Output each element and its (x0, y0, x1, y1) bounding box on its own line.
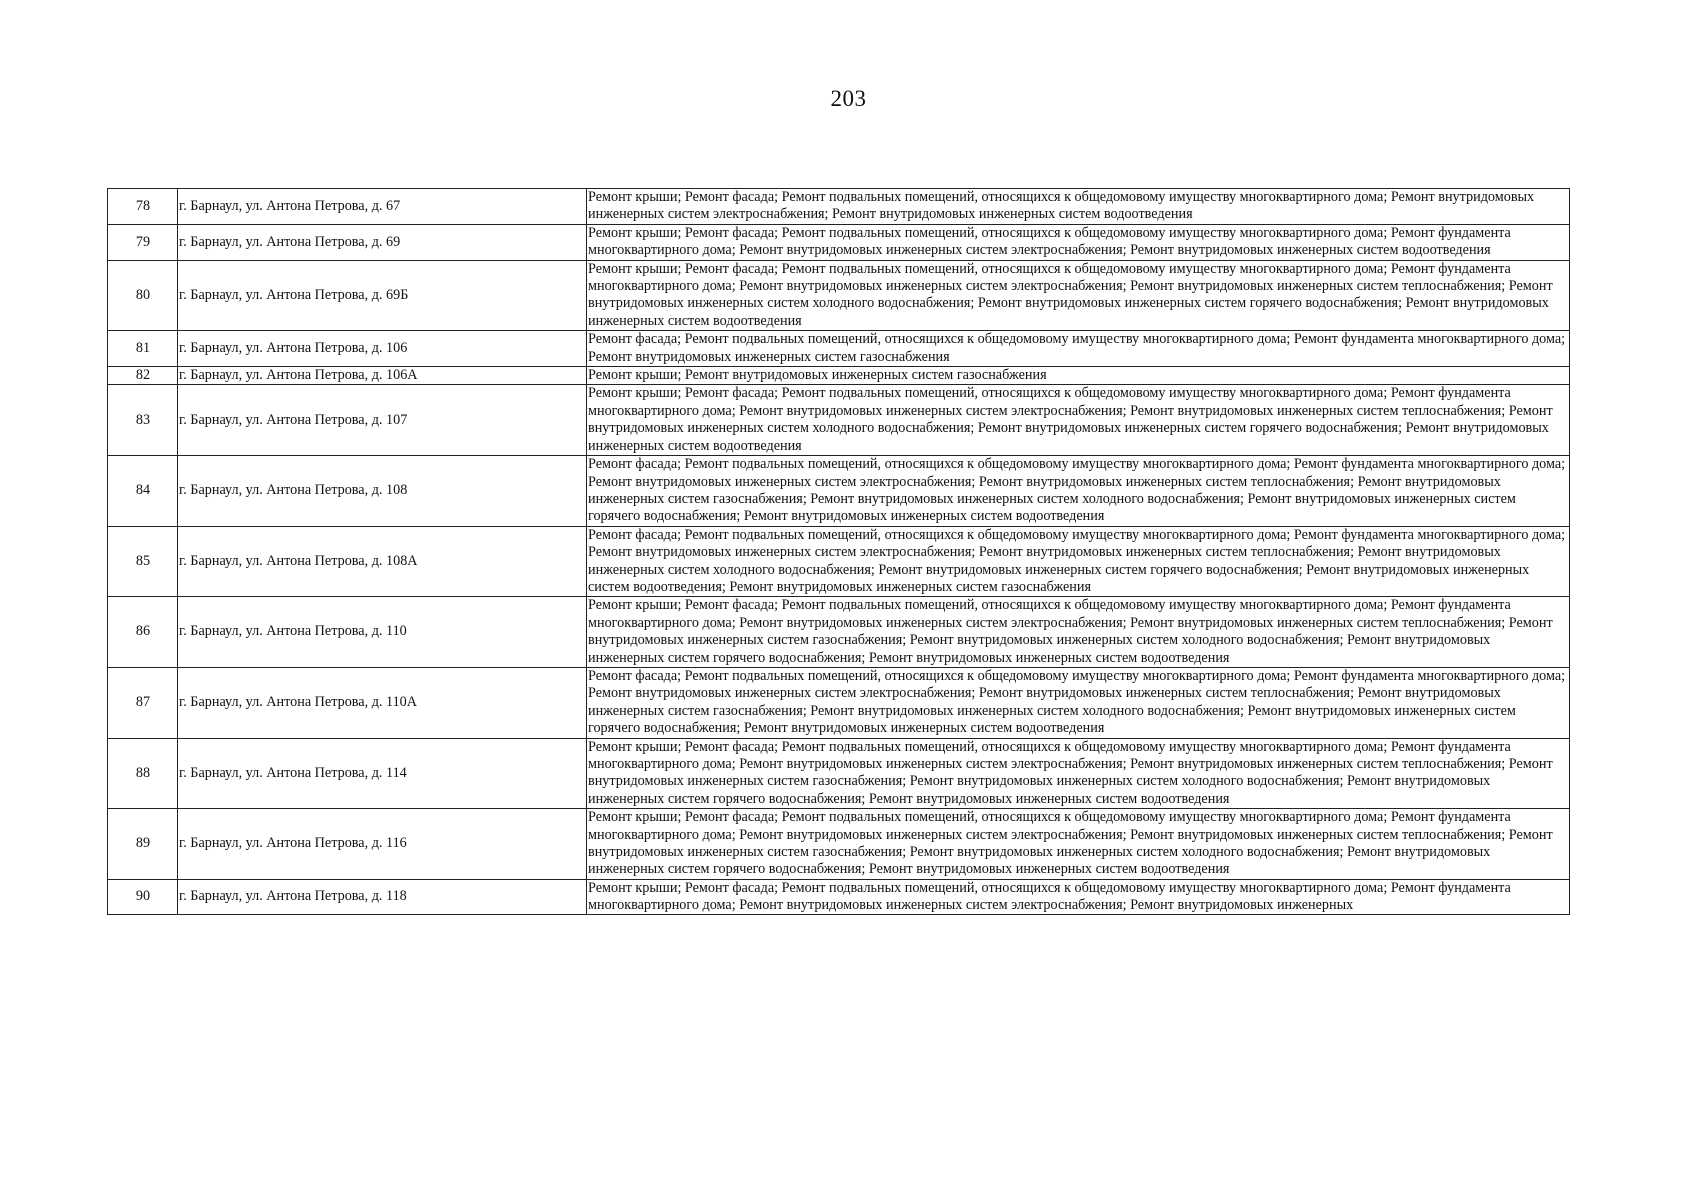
table-row (108, 367, 1570, 385)
repair-works-table (107, 188, 1570, 915)
row-number: 90 (108, 879, 178, 914)
row-works-text: Ремонт крыши; Ремонт фасада; Ремонт подвальных помещений, относящихся к общедомовому имуществу многоквартирного дома; Ремонт фундамента многоквартирного дома; Ремонт внутридомовых инженерных систем электроснабжения; Ремонт внутридомовых инженерных систем водоотведения (588, 224, 1511, 259)
row-works (587, 879, 1570, 914)
table-row (108, 331, 1570, 367)
row-works-text: Ремонт крыши; Ремонт фасада; Ремонт подвальных помещений, относящихся к общедомовому имуществу многоквартирного дома; Ремонт фундамента многоквартирного дома; Ремонт внутридомовых инженерных систем электроснабжения; Ремонт внутридомовых инженерных систем теплоснабжения; Ремонт внутридомовых инженерных систем газоснабжения; Ремонт внутридомовых инженерных систем холодного водоснабжения; Ремонт внутридомовых инженерных систем горячего водоснабжения; Ремонт внутридомовых инженерных систем водоотведения (588, 597, 1553, 666)
table-row (108, 738, 1570, 809)
row-works-text: Ремонт крыши; Ремонт фасада; Ремонт подвальных помещений, относящихся к общедомовому имуществу многоквартирного дома; Ремонт фундамента многоквартирного дома; Ремонт внутридомовых инженерных систем электроснабжения; Ремонт внутридомовых инженерных систем теплоснабжения; Ремонт внутридомовых инженерных систем газоснабжения; Ремонт внутридомовых инженерных систем холодного водоснабжения; Ремонт внутридомовых инженерных систем горячего водоснабжения; Ремонт внутридомовых инженерных систем водоотведения (588, 738, 1553, 807)
row-number: 87 (108, 667, 178, 738)
table-row (108, 597, 1570, 668)
row-works (587, 738, 1570, 809)
table-row (108, 667, 1570, 738)
row-number: 83 (108, 385, 178, 456)
table-row (108, 189, 1570, 225)
row-works-text: Ремонт фасада; Ремонт подвальных помещений, относящихся к общедомовому имуществу многоквартирного дома; Ремонт фундамента многоквартирного дома; Ремонт внутридомовых инженерных систем электроснабжения; Ремонт внутридомовых инженерных систем теплоснабжения; Ремонт внутридомовых инженерных систем холодного водоснабжения; Ремонт внутридомовых инженерных систем горячего водоснабжения; Ремонт внутридомовых инженерных систем водоотведения; Ремонт внутридомовых инженерных систем газоснабжения (588, 526, 1566, 595)
row-works-text: Ремонт крыши; Ремонт фасада; Ремонт подвальных помещений, относящихся к общедомовому имуществу многоквартирного дома; Ремонт фундамента многоквартирного дома; Ремонт внутридомовых инженерных систем электроснабжения; Ремонт внутридомовых инженерных систем теплоснабжения; Ремонт внутридомовых инженерных систем газоснабжения; Ремонт внутридомовых инженерных систем холодного водоснабжения; Ремонт внутридомовых инженерных систем горячего водоснабжения; Ремонт внутридомовых инженерных систем водоотведения (588, 809, 1553, 878)
row-works-text: Ремонт фасада; Ремонт подвальных помещений, относящихся к общедомовому имуществу многоквартирного дома; Ремонт фундамента многоквартирного дома; Ремонт внутридомовых инженерных систем газоснабжения (588, 331, 1566, 365)
row-address: г. Барнаул, ул. Антона Петрова, д. 110А (178, 667, 587, 738)
row-number: 86 (108, 597, 178, 668)
row-number: 80 (108, 260, 178, 331)
row-number: 81 (108, 331, 178, 367)
row-works-text: Ремонт крыши; Ремонт фасада; Ремонт подвальных помещений, относящихся к общедомовому имуществу многоквартирного дома; Ремонт фундамента многоквартирного дома; Ремонт внутридомовых инженерных систем электроснабжения; Ремонт внутридомовых инженерных систем теплоснабжения; Ремонт внутридомовых инженерных систем холодного водоснабжения; Ремонт внутридомовых инженерных систем горячего водоснабжения; Ремонт внутридомовых инженерных систем водоотведения (588, 385, 1553, 454)
row-number: 88 (108, 738, 178, 809)
row-number: 85 (108, 526, 178, 597)
row-number: 84 (108, 456, 178, 527)
row-address: г. Барнаул, ул. Антона Петрова, д. 116 (178, 809, 587, 880)
table-row (108, 260, 1570, 331)
table-row (108, 385, 1570, 456)
row-address: г. Барнаул, ул. Антона Петрова, д. 106А (178, 367, 587, 385)
row-works (587, 331, 1570, 367)
page-number: 203 (830, 86, 867, 111)
row-address: г. Барнаул, ул. Антона Петрова, д. 67 (178, 189, 587, 225)
row-works-text: Ремонт крыши; Ремонт фасада; Ремонт подвальных помещений, относящихся к общедомовому имуществу многоквартирного дома; Ремонт фундамента многоквартирного дома; Ремонт внутридомовых инженерных систем электроснабжения; Ремонт внутридомовых инженерных (588, 879, 1511, 914)
row-works-text: Ремонт фасада; Ремонт подвальных помещений, относящихся к общедомовому имуществу многоквартирного дома; Ремонт фундамента многоквартирного дома; Ремонт внутридомовых инженерных систем электроснабжения; Ремонт внутридомовых инженерных систем теплоснабжения; Ремонт внутридомовых инженерных систем газоснабжения; Ремонт внутридомовых инженерных систем холодного водоснабжения; Ремонт внутридомовых инженерных систем горячего водоснабжения; Ремонт внутридомовых инженерных систем водоотведения (588, 667, 1566, 737)
table-row (108, 879, 1570, 914)
row-address: г. Барнаул, ул. Антона Петрова, д. 108А (178, 526, 587, 597)
row-works (587, 367, 1570, 385)
row-address: г. Барнаул, ул. Антона Петрова, д. 118 (178, 879, 587, 914)
row-address: г. Барнаул, ул. Антона Петрова, д. 69Б (178, 260, 587, 331)
row-works (587, 597, 1570, 668)
row-address: г. Барнаул, ул. Антона Петрова, д. 107 (178, 385, 587, 456)
table-row (108, 224, 1570, 260)
table-row (108, 809, 1570, 880)
table-row (108, 456, 1570, 527)
row-number: 78 (108, 189, 178, 225)
row-address: г. Барнаул, ул. Антона Петрова, д. 108 (178, 456, 587, 527)
row-number: 79 (108, 224, 178, 260)
row-works (587, 456, 1570, 527)
row-address: г. Барнаул, ул. Антона Петрова, д. 106 (178, 331, 587, 367)
row-works-text: Ремонт крыши; Ремонт фасада; Ремонт подвальных помещений, относящихся к общедомовому имуществу многоквартирного дома; Ремонт фундамента многоквартирного дома; Ремонт внутридомовых инженерных систем электроснабжения; Ремонт внутридомовых инженерных систем теплоснабжения; Ремонт внутридомовых инженерных систем холодного водоснабжения; Ремонт внутридомовых инженерных систем горячего водоснабжения; Ремонт внутридомовых инженерных систем водоотведения (588, 260, 1553, 329)
row-address: г. Барнаул, ул. Антона Петрова, д. 110 (178, 597, 587, 668)
row-works (587, 260, 1570, 331)
row-number: 89 (108, 809, 178, 880)
row-works-text: Ремонт крыши; Ремонт фасада; Ремонт подвальных помещений, относящихся к общедомовому имуществу многоквартирного дома; Ремонт внутридомовых инженерных систем электроснабжения; Ремонт внутридомовых инженерных систем водоотведения (588, 189, 1535, 223)
row-works (587, 189, 1570, 225)
table-row (108, 526, 1570, 597)
row-address: г. Барнаул, ул. Антона Петрова, д. 114 (178, 738, 587, 809)
row-works (587, 224, 1570, 260)
row-works (587, 526, 1570, 597)
row-works-text: Ремонт фасада; Ремонт подвальных помещений, относящихся к общедомовому имуществу многоквартирного дома; Ремонт фундамента многоквартирного дома; Ремонт внутридомовых инженерных систем электроснабжения; Ремонт внутридомовых инженерных систем теплоснабжения; Ремонт внутридомовых инженерных систем газоснабжения; Ремонт внутридомовых инженерных систем холодного водоснабжения; Ремонт внутридомовых инженерных систем горячего водоснабжения; Ремонт внутридомовых инженерных систем водоотведения (588, 456, 1566, 525)
row-works-text: Ремонт крыши; Ремонт внутридомовых инженерных систем газоснабжения (588, 367, 1047, 384)
row-works (587, 667, 1570, 738)
row-works (587, 385, 1570, 456)
row-address: г. Барнаул, ул. Антона Петрова, д. 69 (178, 224, 587, 260)
row-number: 82 (108, 367, 178, 385)
row-works (587, 809, 1570, 880)
